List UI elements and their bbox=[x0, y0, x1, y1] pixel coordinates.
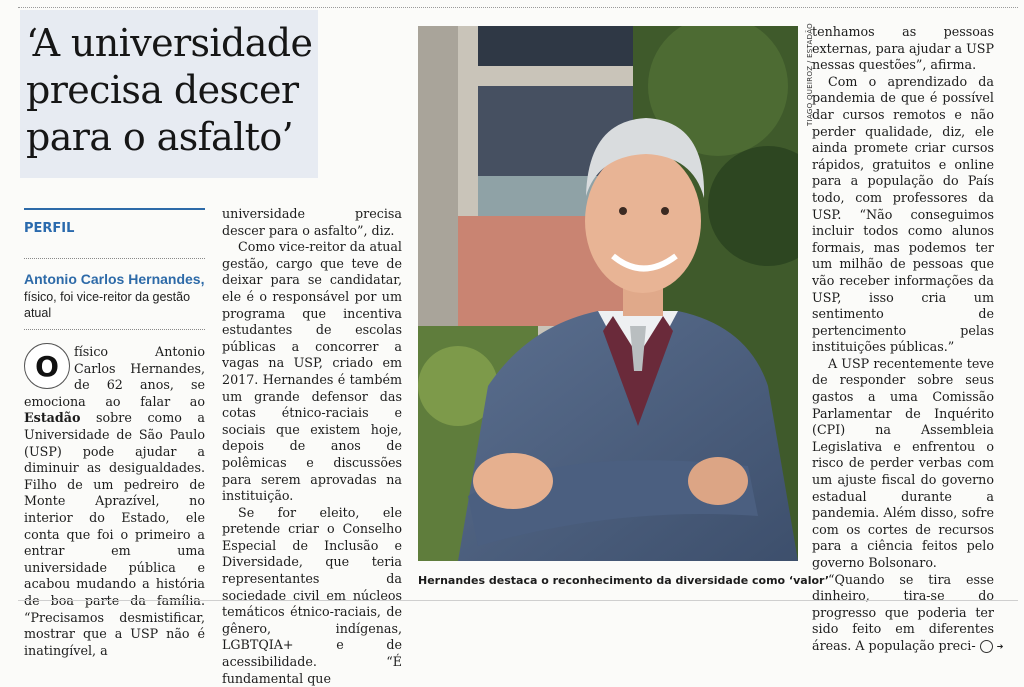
dotted-divider bbox=[24, 258, 205, 259]
portrait-illustration bbox=[418, 26, 798, 561]
profile-role: físico, foi vice-reitor da gestão atual bbox=[24, 290, 191, 320]
section-rule bbox=[24, 208, 205, 210]
headline: ‘A universidade precisa descer para o asfalto’ bbox=[26, 21, 313, 159]
photo-credit-text: TIAGO QUEIROZ / ESTADÃO bbox=[806, 23, 814, 126]
article-paragraph: universidade precisa descer para o asfalto”, diz. bbox=[222, 206, 402, 238]
article-paragraph bbox=[812, 571, 1004, 655]
article-paragraph: A USP recentemente teve de responder sobre seus gastos a uma Comissão Parlamentar de Inquérito (CPI) na Assembleia Legislativa e enfrentou o risco de perder verbas com um ajuste fiscal do governo estadual durante a pandemia. Além disso, sofre com os cortes de recursos para a ciência feitos pelo governo Bolsonaro. bbox=[812, 355, 994, 570]
newspaper-name: Estadão bbox=[24, 410, 81, 426]
article-paragraph: Como vice-reitor da atual gestão, cargo que teve de deixar para se candidatar, ele é o responsável por um programa que incentiva estudantes de escolas públicas a concorrer a vagas na USP, criado em 2017. Hernandes é também um grande defensor das cotas étnico-raciais e sociais que existem hoje, depois de anos de polêmicas e discussões para serem aprovadas na instituição. bbox=[222, 239, 402, 504]
arrow-right-circle-icon[interactable]: ➔ bbox=[980, 640, 993, 653]
top-divider bbox=[18, 7, 1018, 8]
profile-name: Antonio Carlos Hernandes, bbox=[24, 271, 205, 287]
article-column-3 bbox=[812, 24, 1004, 655]
bottom-divider bbox=[18, 600, 1018, 601]
article-column-1 bbox=[24, 344, 205, 659]
article-paragraph bbox=[24, 344, 205, 659]
article-paragraph: tenhamos as pessoas externas, para ajudar a USP nessas questões”, afirma. bbox=[812, 24, 994, 73]
paragraph-text: sobre como a Universidade de São Paulo (USP) pode ajudar a diminuir as desigualdades. Filho de um pedreiro de Monte Aprazível, no interior do Estado, ele conta que foi o primeiro a entrar em uma universidade pública e acabou mudando a história de boa parte da família. “Precisamos desmistificar, mostrar que a USP não é inatingível, a bbox=[24, 410, 205, 658]
article-paragraph: Com o aprendizado da pandemia de que é possível dar cursos remotos e não perder qualidade, diz, ele ainda promete criar cursos rápidos, gratuitos e online para a população do País todo, com professores da USP. “Não conseguimos incluir todos como alunos formais, mas podemos ter um milhão de pessoas que vão receber informações da USP, isso cria um sentimento de pertencimento pelas instituições públicas.” bbox=[812, 73, 994, 355]
dotted-divider bbox=[24, 329, 205, 330]
paragraph-text: “Quando se tira esse dinheiro, tira-se do progresso que poderia ter sido feito em diferentes áreas. A população preci- bbox=[812, 571, 994, 653]
drop-cap: O bbox=[24, 343, 70, 389]
photo-credit bbox=[796, 23, 814, 136]
photo-caption: Hernandes destaca o reconhecimento da diversidade como ‘valor’ bbox=[418, 574, 830, 587]
article-column-2 bbox=[222, 206, 402, 687]
section-label: PERFIL bbox=[24, 221, 75, 236]
article-paragraph: Se for eleito, ele pretende criar o Conselho Especial de Inclusão e Diversidade, que teria representantes da sociedade civil em núcleos temáticos étnico-raciais, de gênero, indígenas, LGBTQIA+ e de acessibilidade. “É fundamental que bbox=[222, 504, 402, 686]
paragraph-text: físico Antonio Carlos Hernandes, de 62 anos, se emociona ao falar ao bbox=[24, 344, 205, 409]
portrait-photo bbox=[418, 26, 798, 561]
